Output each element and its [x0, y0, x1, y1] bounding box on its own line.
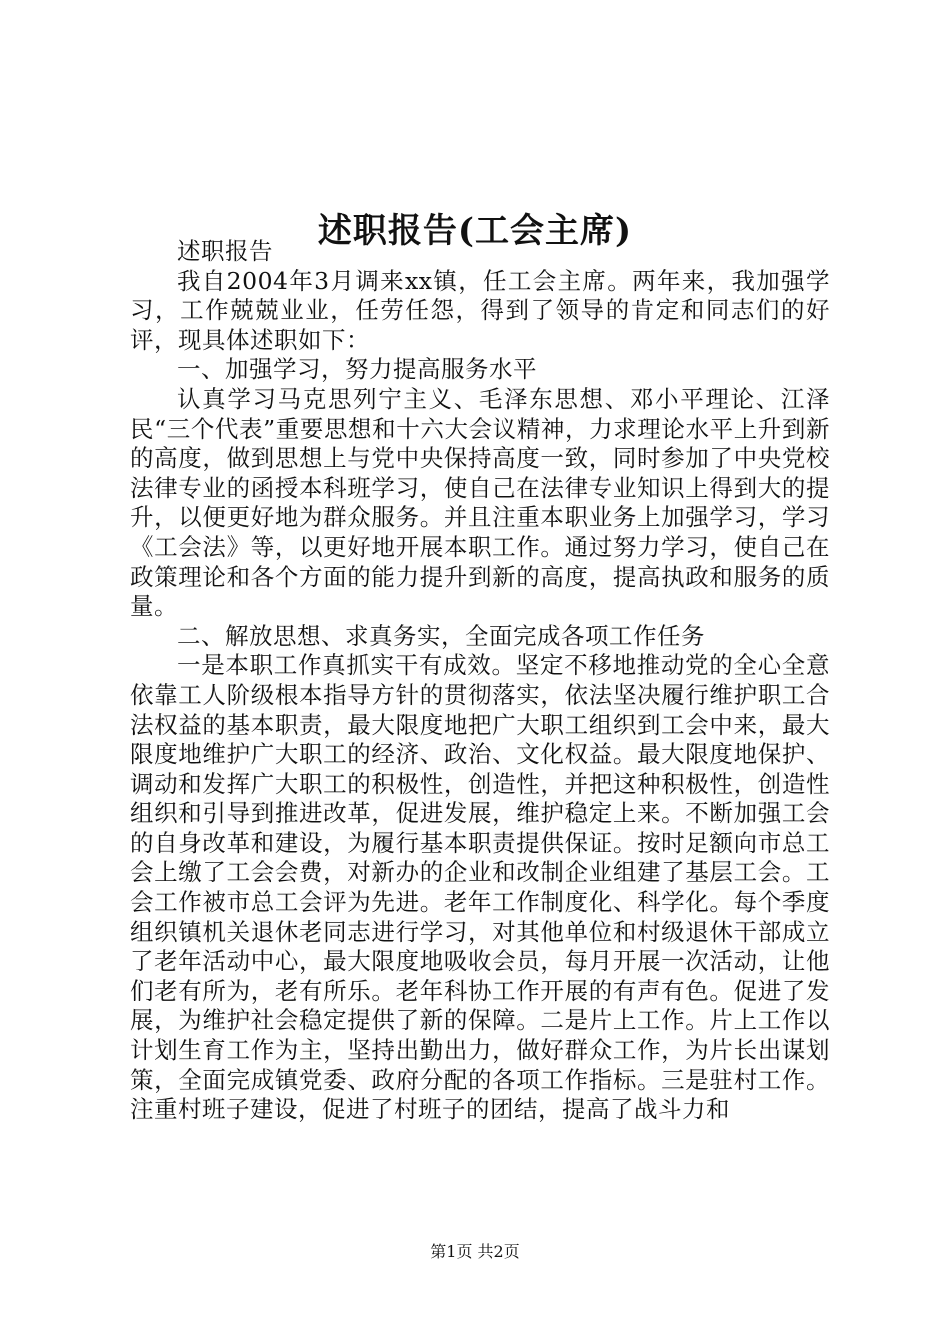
paragraph-section-2: 一是本职工作真抓实干有成效。坚定不移地推动党的全心全意依靠工人阶级根本指导方针的贯彻落实，依法坚决履行维护职工合法权益的基本职责，最大限度地把广大职工组织到工会中来，最大限度地维护广大职工的经济、政治、文化权益。最大限度地保护、调动和发挥广大职工的积极性，创造性，并把这种积极性，创造性组织和引导到推进改革，促进发展，维护稳定上来。不断加强工会的自身改革和建设，为履行基本职责提供保证。按时足额向市总工会上缴了工会会费，对新办的企业和改制企业组建了基层工会。工会工作被市总工会评为先进。老年工作制度化、科学化。每个季度组织镇机关退休老同志进行学习，对其他单位和村级退休干部成立了老年活动中心，最大限度地吸收会员，每月开展一次活动，让他们老有所为，老有所乐。老年科协工作开展的有声有色。促进了发展，为维护社会稳定提供了新的保障。二是片上工作。片上工作以计划生育工作为主，坚持出勤出力，做好群众工作，为片长出谋划策，全面完成镇党委、政府分配的各项工作指标。三是驻村工作。注重村班子建设，促进了村班子的团结，提高了战斗力和	[130, 651, 830, 1124]
paragraph-intro: 我自2004年3月调来xx镇，任工会主席。两年来，我加强学习，工作兢兢业业，任劳任怨，得到了领导的肯定和同志们的好评，现具体述职如下：	[130, 266, 830, 354]
document-title: 述职报告(工会主席)	[317, 210, 633, 251]
paragraph-heading: 述职报告	[177, 237, 273, 265]
paragraph-section-1: 认真学习马克思列宁主义、毛泽东思想、邓小平理论、江泽民“三个代表”重要思想和十六大会议精神，力求理论水平上升到新的高度，做到思想上与党中央保持高度一致，同时参加了中央党校法律专业的函授本科班学习，使自己在法律专业知识上得到大的提升，以便更好地为群众服务。并且注重本职业务上加强学习，学习《工会法》等，以更好地开展本职工作。通过努力学习，使自己在政策理论和各个方面的能力提升到新的高度，提高执政和服务的质量。	[130, 384, 830, 621]
section-heading-2: 二、解放思想、求真务实，全面完成各项工作任务	[177, 621, 705, 650]
document-body	[130, 237, 830, 1125]
page-footer: 第1页 共2页	[430, 1242, 520, 1261]
section-heading-1: 一、加强学习，努力提高服务水平	[177, 355, 537, 384]
